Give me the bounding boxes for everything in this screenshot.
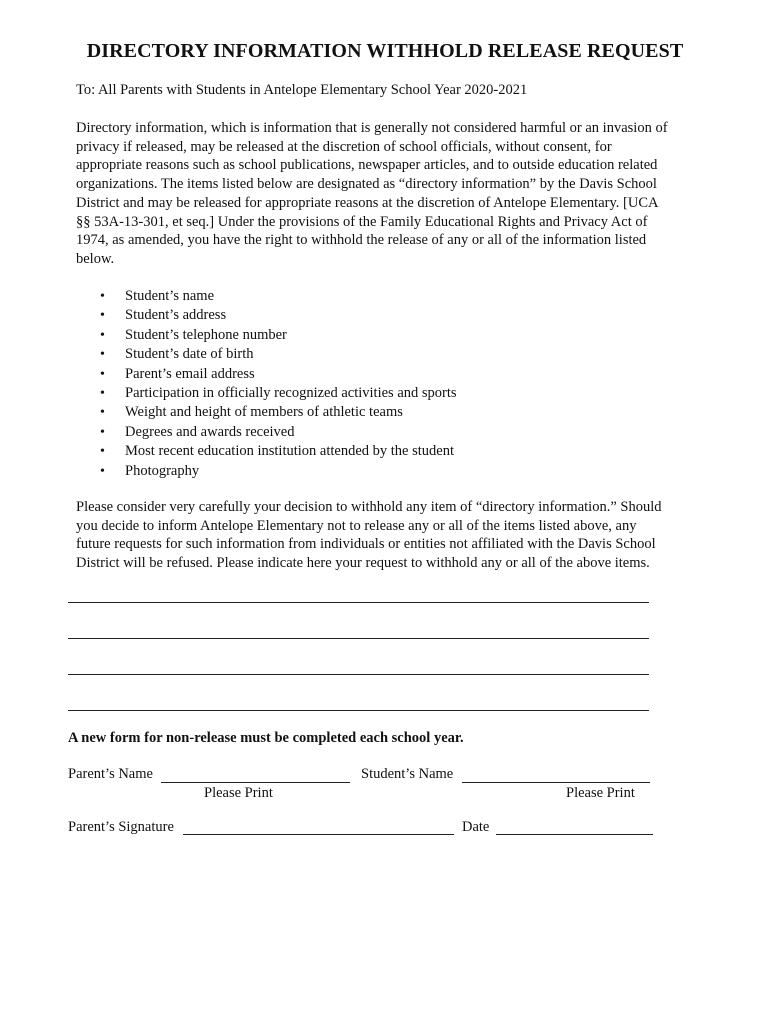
list-item-label: Student’s telephone number xyxy=(125,326,287,343)
parent-signature-label: Parent’s Signature xyxy=(68,819,174,835)
bullet-icon: • xyxy=(100,463,105,479)
bullet-icon: • xyxy=(100,424,105,440)
withhold-request-line-3[interactable] xyxy=(68,674,649,675)
parent-name-label: Parent’s Name xyxy=(68,766,153,782)
list-item-label: Photography xyxy=(125,462,200,479)
parent-name-field[interactable] xyxy=(161,782,350,783)
bullet-icon: • xyxy=(100,289,105,304)
intro-paragraph xyxy=(76,119,696,269)
list-item xyxy=(100,384,457,403)
withhold-request-line-1[interactable] xyxy=(68,602,649,603)
list-item xyxy=(100,326,457,345)
student-name-hint: Please Print xyxy=(566,785,635,801)
list-item-label: Student’s date of birth xyxy=(125,346,254,363)
intro-line: District and may be released for appropriate reasons at the discretion of Antelope Elementary. [UCA xyxy=(76,194,659,211)
annual-form-notice: A new form for non-release must be completed each school year. xyxy=(68,730,464,746)
list-item-label: Participation in officially recognized activities and sports xyxy=(125,384,457,401)
date-field[interactable] xyxy=(496,834,653,835)
consider-line: District will be refused. Please indicate here your request to withhold any or all of the above items. xyxy=(76,555,650,572)
intro-line: 1974, as amended, you have the right to withhold the release of any or all of the information listed xyxy=(76,232,647,249)
list-item-label: Student’s name xyxy=(125,288,215,304)
directory-items-list xyxy=(100,287,457,481)
list-item xyxy=(100,287,457,306)
list-item xyxy=(100,365,457,384)
intro-line: §§ 53A-13-301, et seq.] Under the provisions of the Family Educational Rights and Privacy Act of xyxy=(76,213,648,230)
intro-line: appropriate reasons such as school publications, newspaper articles, and to outside education related xyxy=(76,157,658,174)
list-item xyxy=(100,442,457,461)
list-item xyxy=(100,462,457,481)
intro-line: privacy if released, may be released at the discretion of school officials, without consent, for xyxy=(76,138,612,155)
list-item-label: Parent’s email address xyxy=(125,365,255,382)
list-item xyxy=(100,403,457,422)
intro-line: Directory information, which is information that is generally not considered harmful or an invasion of xyxy=(76,120,668,136)
list-item-label: Weight and height of members of athletic teams xyxy=(125,404,403,421)
parent-name-hint: Please Print xyxy=(204,785,273,801)
list-item-label: Degrees and awards received xyxy=(125,423,295,440)
list-item xyxy=(100,306,457,325)
consider-line: Please consider very carefully your decision to withhold any item of “directory information.” Should xyxy=(76,499,662,515)
parent-signature-field[interactable] xyxy=(183,834,454,835)
withhold-request-line-4[interactable] xyxy=(68,710,649,711)
bullet-icon: • xyxy=(100,366,105,382)
bullet-icon: • xyxy=(100,385,105,401)
bullet-icon: • xyxy=(100,327,105,343)
date-label: Date xyxy=(462,819,490,835)
intro-line: below. xyxy=(76,250,115,267)
list-item xyxy=(100,345,457,364)
page-title: DIRECTORY INFORMATION WITHHOLD RELEASE REQUEST xyxy=(86,40,684,62)
consider-line: future requests for such information from individuals or entities not affiliated with the Davis School xyxy=(76,536,656,553)
student-name-label: Student’s Name xyxy=(361,766,454,782)
consider-line: you decide to inform Antelope Elementary not to release any or all of the items listed above, any xyxy=(76,517,637,534)
bullet-icon: • xyxy=(100,347,105,363)
addressee-line: To: All Parents with Students in Antelope Elementary School Year 2020-2021 xyxy=(76,82,528,98)
consider-paragraph xyxy=(76,498,691,573)
bullet-icon: • xyxy=(100,308,105,324)
withhold-request-line-2[interactable] xyxy=(68,638,649,639)
list-item xyxy=(100,423,457,442)
student-name-field[interactable] xyxy=(462,782,650,783)
bullet-icon: • xyxy=(100,405,105,421)
list-item-label: Most recent education institution attended by the student xyxy=(125,443,454,460)
list-item-label: Student’s address xyxy=(125,307,227,324)
intro-line: organizations. The items listed below are designated as “directory information” by the Davis School xyxy=(76,176,657,193)
bullet-icon: • xyxy=(100,444,105,460)
